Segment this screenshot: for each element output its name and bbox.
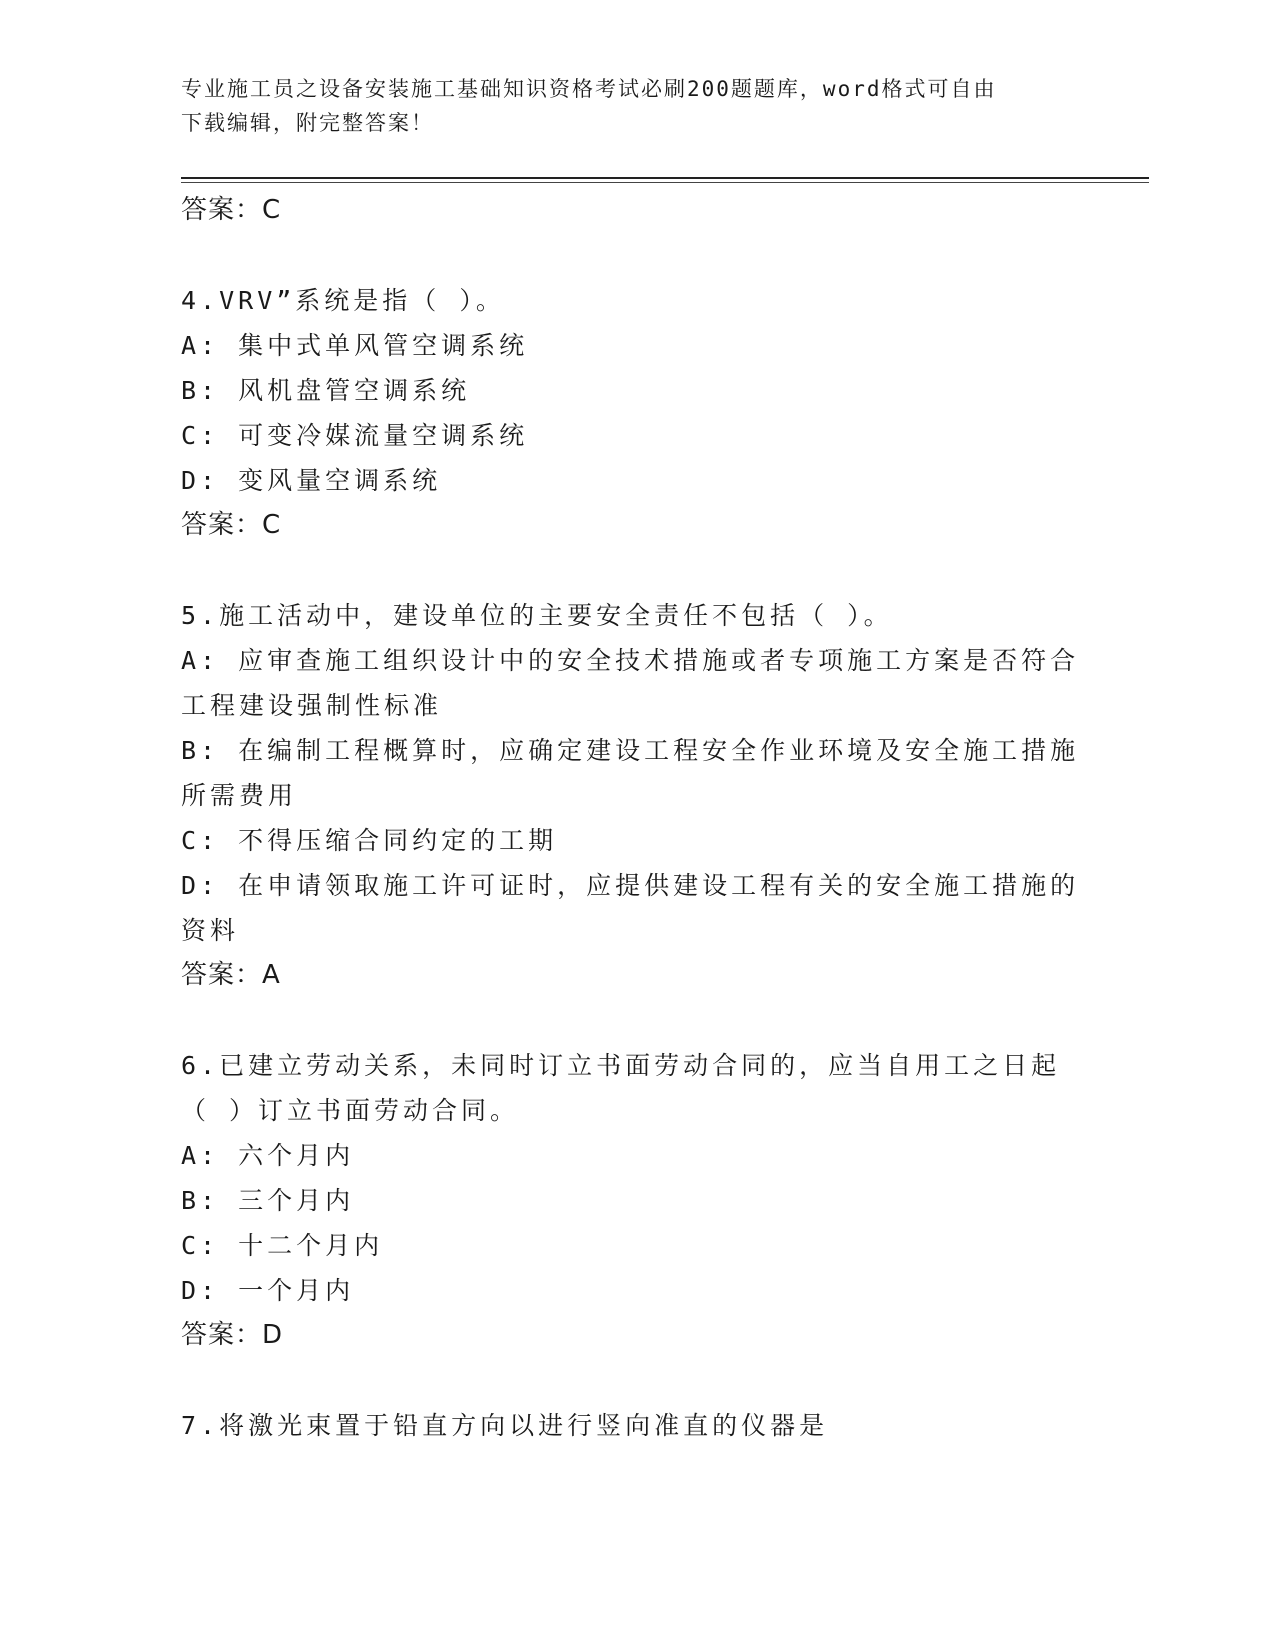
answer: 答案：A (181, 960, 281, 990)
spacer (181, 998, 1081, 1043)
option-a-cont: 工程建设强制性标准 (181, 691, 443, 720)
option-d-cont: 资料 (181, 916, 240, 945)
option-a: A: 集中式单风管空调系统 (181, 331, 529, 360)
question-4 (181, 278, 1081, 548)
question-list (181, 188, 1081, 1448)
document-header (181, 72, 1061, 140)
option-d: D: 在申请领取施工许可证时，应提供建设工程有关的安全施工措施的 (181, 871, 1080, 900)
option-d: D: 变风量空调系统 (181, 466, 442, 495)
spacer (181, 1358, 1081, 1403)
option-b: B: 三个月内 (181, 1186, 355, 1215)
spacer (181, 548, 1081, 593)
question-stem: 6.已建立劳动关系，未同时订立书面劳动合同的，应当自用工之日起 (181, 1051, 1061, 1080)
question-6 (181, 1043, 1081, 1358)
question-7 (181, 1403, 1081, 1448)
question-stem: 7.将激光束置于铅直方向以进行竖向准直的仪器是 (181, 1411, 829, 1440)
option-b: B: 风机盘管空调系统 (181, 376, 471, 405)
question-stem: 4.VRV”系统是指（ ）。 (181, 286, 505, 315)
spacer (181, 233, 1081, 278)
answer: 答案：C (181, 510, 282, 540)
header-divider-thick (181, 177, 1149, 179)
header-line-1: 专业施工员之设备安装施工基础知识资格考试必刷200题题库，word格式可自由 (181, 77, 997, 101)
header-divider-thin (181, 182, 1149, 183)
option-a: A: 六个月内 (181, 1141, 355, 1170)
previous-answer: 答案：C (181, 195, 282, 225)
option-b-cont: 所需费用 (181, 781, 298, 810)
option-a: A: 应审查施工组织设计中的安全技术措施或者专项施工方案是否符合 (181, 646, 1080, 675)
option-c: C: 可变冷媒流量空调系统 (181, 421, 529, 450)
question-5 (181, 593, 1081, 998)
question-stem: 5.施工活动中，建设单位的主要安全责任不包括（ ）。 (181, 601, 893, 630)
option-c: C: 十二个月内 (181, 1231, 384, 1260)
answer: 答案：D (181, 1320, 284, 1350)
question-stem-cont: （ ）订立书面劳动合同。 (181, 1096, 520, 1125)
option-d: D: 一个月内 (181, 1276, 355, 1305)
option-b: B: 在编制工程概算时，应确定建设工程安全作业环境及安全施工措施 (181, 736, 1080, 765)
option-c: C: 不得压缩合同约定的工期 (181, 826, 558, 855)
header-line-2: 下载编辑，附完整答案！ (181, 111, 434, 135)
